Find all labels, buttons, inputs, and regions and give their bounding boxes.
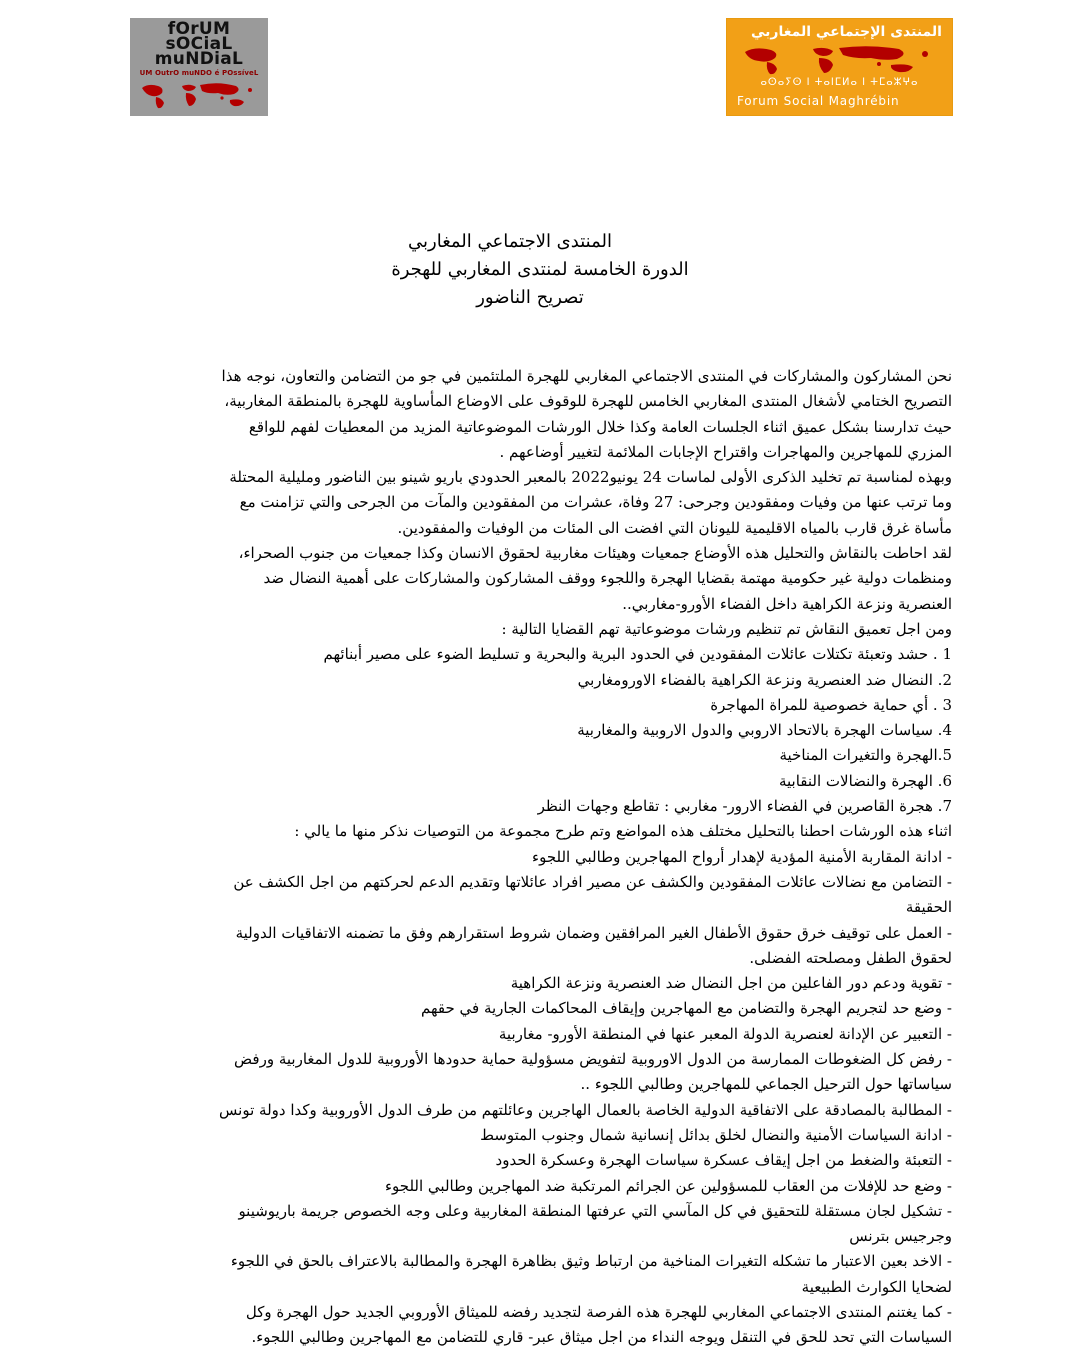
workshop-item: 7. هجرة القاصرين في الفضاء الارور- مغاربي : تقاطع وجهات النظر bbox=[537, 797, 952, 816]
logo-right-arabic: المنتدى الإجتماعي المغاربي bbox=[750, 24, 942, 40]
forum-social-maghrebin-logo bbox=[726, 18, 953, 116]
recommendation-item: - التعبير عن الإدانة لعنصرية الدولة المعبر عنها في المنطقة الأورو- مغاربية bbox=[498, 1024, 952, 1043]
forum-social-mundial-logo bbox=[130, 18, 268, 116]
logo-left-tagline: UM OutrO muNDO é POssíveL bbox=[139, 69, 259, 77]
recommendation-item: - التضامن مع نضالات عائلات المفقودين والكشف عن مصير افراد عائلاتها وتقديم الدعم لحركتهم من اجل الكشف عن bbox=[233, 872, 952, 891]
workshop-item: 1 . حشد وتعبئة تكتلات عائلات المفقودين في الحدود البرية والبحرية و تسليط الضوء على مصير أبنائهم bbox=[323, 645, 952, 664]
recommendation-item: - تشكيل لجان مستقلة للتحقيق في كل المآسي التي عرفتها المنطقة المغاربية وعلى وجه الخصوص جريمة باريوشينو bbox=[238, 1201, 952, 1220]
world-map-icon bbox=[138, 80, 262, 110]
recommendation-item: - رفض كل الضغوطات الممارسة من الدول الاوروبية لتفويض مسؤولية حماية حدودها الأوروبية للدول المغاربية ورفض bbox=[234, 1050, 952, 1069]
workshop-item: 2. النضال ضد العنصرية ونزعة الكراهية بالفضاء الاورومغاربي bbox=[577, 670, 952, 689]
recommendation-item: - ادانة المقاربة الأمنية المؤدية لإهدار أرواح المهاجرين وطالبي اللجوء bbox=[532, 847, 952, 866]
recommendation-item: - تقوية ودعم دور الفاعلين من اجل النضال ضد العنصرية ونزعة الكراهية bbox=[510, 974, 952, 993]
body-line: حيث تدارسنا بشكل عميق اثناء الجلسات العامة وكذا خلال الورشات الموضوعاتية المزيد من المعطيات لفهم للواقع bbox=[248, 417, 952, 436]
body-line: مأساة غرق قارب بالمياه الاقليمية لليونان التي افضت الى المئات من الوفيات والمفقودين. bbox=[397, 518, 952, 537]
body-line: اثناء هذه الورشات احطنا بالتحليل مختلف هذه المواضع وتم طرح مجموعة من التوصيات نذكر منها ما يالي : bbox=[294, 822, 952, 841]
world-map-icon bbox=[739, 44, 943, 76]
body-line: المزري للمهاجرين والمهاجرات واقتراح الإجابات الملائمة لتغيير أوضاعهم . bbox=[499, 442, 952, 461]
body-line: التصريح الختامي لأشغال المنتدى المغاربي الخامس للهجرة للوقوف على الاوضاع المأساوية للهجرة بالمنطقة المغاربية، bbox=[224, 392, 952, 411]
body-line: وما ترتب عنها من وفيات ومفقودين وجرحى: 27 وفاة، عشرات من المفقودين والمآت من الجرحى والتي تزامنت مع bbox=[239, 493, 952, 512]
workshop-item: 5.الهجرة والتغيرات المناخية bbox=[779, 746, 952, 765]
recommendation-item: - كما يغتنم المنتدى الاجتماعي المغاربي للهجرة هذه الفرصة لتجديد رفضه للميثاق الأوروبي الجديد حول الهجرة وكل bbox=[245, 1302, 952, 1321]
workshop-item: 4. سياسات الهجرة بالاتحاد الاروبي والدول الاروبية والمغاربية bbox=[577, 721, 952, 740]
recommendation-item: - ادانة السياسات الأمنية والنضال لخلق بدائل إنسانية شمال وجنوب المتوسط bbox=[480, 1125, 952, 1144]
document-title bbox=[0, 228, 1080, 312]
logo-left-line1: fOrUM bbox=[167, 19, 231, 39]
body-line: سياساتها حول الترحيل الجماعي للمهاجرين وطالبي اللجوء .. bbox=[580, 1075, 952, 1094]
title-line-2: الدورة الخامسة لمنتدى المغاربي للهجرة bbox=[391, 259, 689, 280]
body-line: لقد احاطت بالنقاش والتحليل هذه الأوضاع جمعيات وهيئات مغاربية لحقوق الانسان وكذا جمعيات من جنوب الصحراء، bbox=[238, 544, 952, 563]
workshop-item: 3 . أي حماية خصوصية للمراة المهاجرة bbox=[710, 695, 952, 714]
declaration-body bbox=[130, 364, 952, 1351]
recommendation-item: - العمل على توقيف خرق حقوق الأطفال الغير المرافقين وضمان شروط استقرارهم وفق ما تضمنه الاتفاقيات الدولية bbox=[235, 923, 952, 942]
recommendation-item: - وضع حد لتجريم الهجرة والتضامن مع المهاجرين وإيقاف المحاكمات الجارية في حقهم bbox=[420, 999, 952, 1018]
body-line: وجرجيس بترنس bbox=[849, 1227, 952, 1246]
body-line: لضحايا الكوارث الطبيعية bbox=[801, 1277, 952, 1296]
body-line: ومنظمات دولية غير حكومية مهتمة بقضايا الهجرة واللجوء ووقف المشاركون والمشاركات على أهمية النضال ضد bbox=[263, 569, 952, 588]
recommendation-item: - التعبئة والضغط من اجل إيقاف عسكرة سياسات الهجرة وعسكرة الحدود bbox=[495, 1151, 952, 1170]
logo-left-line3: muNDiaL bbox=[154, 49, 244, 69]
workshop-item: 6. الهجرة والنضالات النقابية bbox=[778, 771, 952, 790]
body-line: الحقيقة bbox=[905, 898, 952, 917]
body-line: نحن المشاركون والمشاركات في المنتدى الاجتماعي المغاربي للهجرة الملتئمين في جو من التضامن والتعاون، نوجه هذا bbox=[221, 367, 952, 385]
recommendation-item: - المطالبة بالمصادقة على الاتفاقية الدولية الخاصة بالعمال الهاجرين وعائلتهم من طرف الدول الأوروبية وكدا دولة تونس bbox=[219, 1100, 952, 1119]
body-line: ومن اجل تعميق النقاش تم تنظيم ورشات موضوعاتية تهم القضايا التالية : bbox=[501, 619, 952, 638]
title-line-1: المنتدى الاجتماعي المغاربي bbox=[408, 231, 612, 252]
body-line: السياسات التي تحد للحق في التنقل ويوجه النداء من اجل ميثاق عبر- قاري للتضامن مع المهاجرين وطالبي اللجوء. bbox=[251, 1328, 952, 1347]
title-line-3: تصريح الناضور bbox=[476, 287, 584, 308]
body-line: لحقوق الطفل ومصلحته الفضلى. bbox=[749, 948, 952, 967]
recommendation-item: - الاخد بعين الاعتبار ما تشكله التغيرات المناخية من ارتباط وثيق بظاهرة الهجرة والمطالبة بالاعتراف بالحق في اللجوء bbox=[230, 1252, 952, 1271]
logo-right-french: Forum Social Maghrébin bbox=[737, 94, 900, 108]
body-line: العنصرية ونزعة الكراهية داخل الفضاء الأورو-مغاربي.. bbox=[622, 594, 952, 613]
logo-left-line2: sOCiaL bbox=[165, 34, 233, 54]
body-line: وبهذه لمناسبة تم تخليد الذكرى الأولى لماسات 24 يونيو2022 بالمعبر الحدودي باريو شينو بين الناضور ومليلية المحتلة bbox=[229, 468, 952, 487]
recommendation-item: - وضع حد للإفلات من العقاب للمسؤولين عن الجرائم المرتكبة ضد المهاجرين وطالبي اللجوء bbox=[384, 1176, 952, 1195]
logo-right-tifinagh: ⴰⵙⴰⵢⵙ ⵏ ⵜⴰⵏⵎⵍⴰ ⵏ ⵜⵎⴰⵣⵖⴰ bbox=[760, 77, 919, 88]
